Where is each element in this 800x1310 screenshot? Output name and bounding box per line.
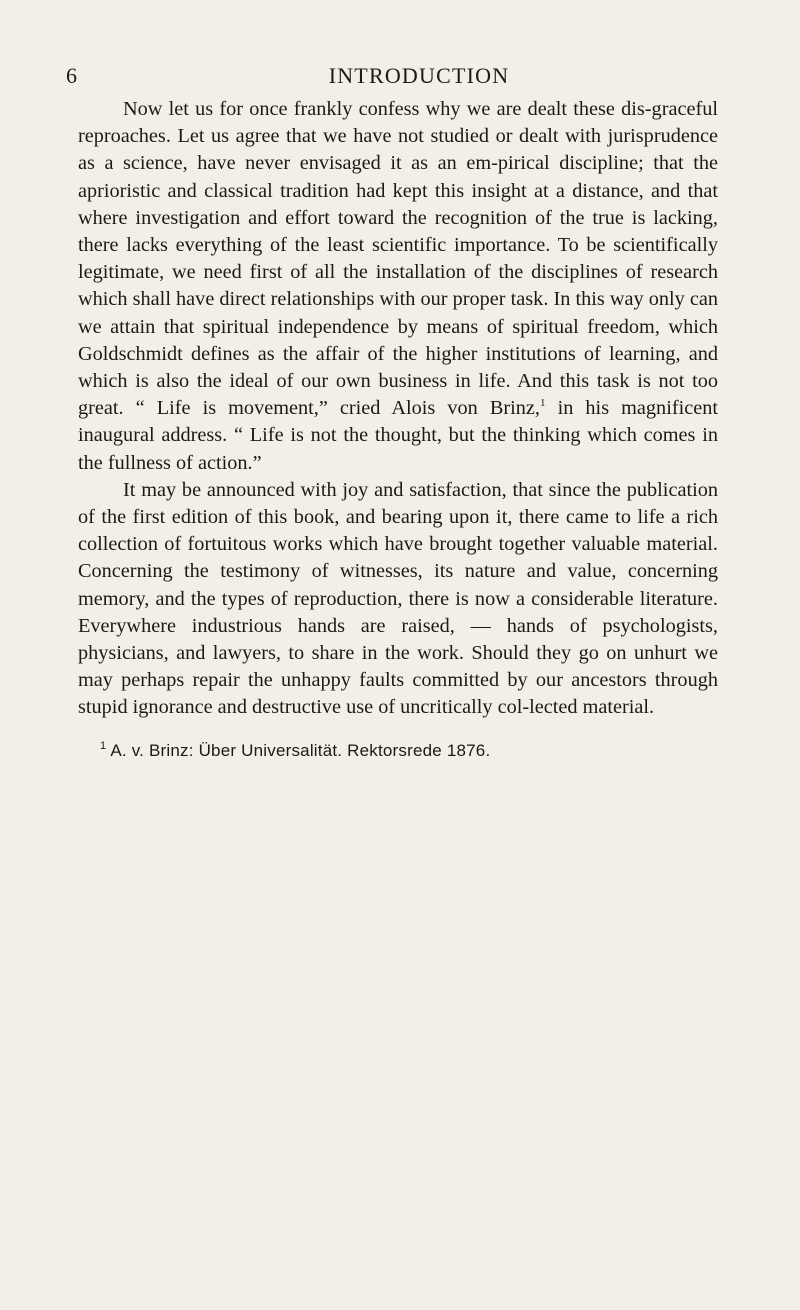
paragraph-1-text-b: in his magnificent inaugural address. “ Life is not the thought, but the thinking which comes in the fullness of action.” [78,397,719,474]
paragraph-1 [78,96,718,477]
running-head: INTRODUCTION [328,63,510,88]
footnote-reference: 1 [540,397,546,410]
paragraph-1-text-a: Now let us for once frankly confess why we are dealt these dis-graceful reproaches. Let us agree that we have not studied or dealt with jurisprudence as a science, have never envisaged it as an em-pirical discipline; that the aprioristic and classical tradition had kept this insight at a distance, and that where investigation and effort toward the recognition of the true is lacking, there lacks everything of the least scientific importance. To be scientifically legitimate, we need first of all the installation of the disciplines of research which shall have direct relationships with our proper task. In this way only can we attain that spiritual independence by means of spiritual freedom, which Goldschmidt defines as the affair of the higher institutions of learning, and which is also the ideal of our own business in life. And this task is not too great. “ Life is movement,” cried Alois von Brinz, [78,98,718,420]
body-text [78,96,718,722]
footnote-text: A. v. Brinz: Über Universalität. Rektorsrede 1876. [110,741,491,760]
footnote-marker: 1 [100,740,107,753]
page-number: 6 [66,63,78,88]
paragraph-2: It may be announced with joy and satisfaction, that since the publication of the first edition of this book, and bearing upon it, there came to life a rich collection of fortuitous works which have brought together valuable material. Concerning the testimony of witnesses, its nature and value, concerning memory, and the types of reproduction, there is now a considerable literature. Everywhere industrious hands are raised, — hands of psychologists, physicians, and lawyers, to share in the work. Should they go on unhurt we may perhaps repair the unhappy faults committed by our ancestors through stupid ignorance and destructive use of uncritically col-lected material. [78,478,718,719]
footnote [78,739,718,763]
page-header [66,62,734,92]
